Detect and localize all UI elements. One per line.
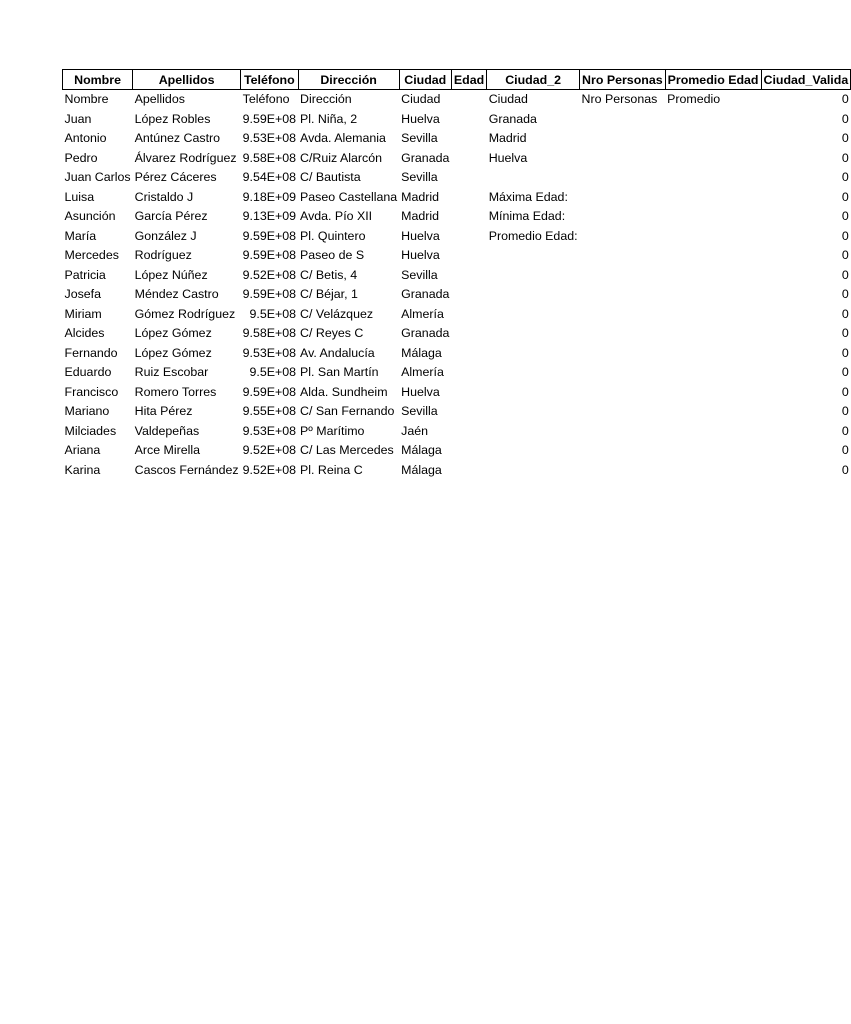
cell[interactable]: 9.18E+09 bbox=[242, 189, 297, 204]
cell[interactable] bbox=[580, 344, 666, 364]
cell[interactable]: Romero Torres bbox=[134, 384, 217, 399]
header-cell[interactable]: Nro Personas bbox=[580, 70, 666, 90]
cell[interactable]: Fernando bbox=[64, 345, 118, 360]
cell[interactable] bbox=[487, 246, 580, 266]
cell[interactable]: 9.53E+08 bbox=[242, 423, 297, 438]
table-row bbox=[63, 422, 851, 442]
cell[interactable] bbox=[451, 422, 486, 442]
cell[interactable] bbox=[487, 422, 580, 442]
cell[interactable]: 9.59E+08 bbox=[242, 111, 297, 126]
cell[interactable] bbox=[665, 441, 761, 461]
table-row bbox=[63, 402, 851, 422]
cell[interactable]: López Gómez bbox=[134, 345, 212, 360]
cell[interactable]: Josefa bbox=[64, 287, 102, 301]
cell[interactable]: Arce Mirella bbox=[134, 443, 201, 457]
cell[interactable]: Paseo de S bbox=[300, 248, 365, 262]
cell[interactable] bbox=[580, 363, 666, 383]
cell[interactable]: Huelva bbox=[401, 228, 440, 243]
header-cell[interactable]: Apellidos bbox=[133, 70, 241, 90]
cell[interactable] bbox=[487, 344, 580, 364]
cell[interactable]: 0 bbox=[841, 423, 849, 438]
cell[interactable] bbox=[451, 344, 486, 364]
cell[interactable]: Huelva bbox=[488, 150, 528, 165]
cell[interactable] bbox=[580, 188, 666, 208]
cell[interactable] bbox=[487, 402, 580, 422]
cell[interactable]: C/Ruiz Alarcón bbox=[300, 150, 382, 165]
cell[interactable]: Granada bbox=[401, 287, 450, 301]
cell[interactable] bbox=[451, 227, 486, 247]
cell[interactable] bbox=[487, 168, 580, 188]
cell[interactable]: Antonio bbox=[64, 131, 107, 145]
cell[interactable]: 0 bbox=[841, 443, 849, 457]
cell[interactable]: García Pérez bbox=[134, 209, 208, 223]
cell[interactable]: C/ Reyes C bbox=[300, 326, 364, 340]
table-row bbox=[63, 90, 851, 110]
cell[interactable]: Luisa bbox=[64, 189, 95, 204]
cell[interactable]: Granada bbox=[488, 111, 537, 126]
cell[interactable]: Mínima Edad: bbox=[488, 209, 566, 223]
cell[interactable]: Huelva bbox=[401, 111, 440, 126]
cell[interactable]: Cascos Fernández bbox=[134, 462, 239, 477]
cell[interactable]: 9.55E+08 bbox=[242, 404, 297, 418]
cell[interactable] bbox=[451, 383, 486, 403]
cell[interactable]: Ariana bbox=[64, 443, 101, 457]
cell[interactable]: 0 bbox=[841, 345, 849, 360]
cell[interactable] bbox=[451, 441, 486, 461]
cell[interactable]: 9.53E+08 bbox=[242, 131, 297, 145]
cell[interactable] bbox=[580, 129, 666, 149]
table-row bbox=[63, 168, 851, 188]
cell[interactable]: C/ San Fernando bbox=[300, 404, 395, 418]
cell[interactable]: 0 bbox=[841, 209, 849, 223]
cell[interactable]: 9.59E+08 bbox=[242, 248, 297, 262]
header-cell[interactable]: Ciudad_Valida bbox=[761, 70, 851, 90]
cell[interactable]: 9.58E+08 bbox=[242, 326, 297, 340]
cell[interactable] bbox=[580, 227, 666, 247]
cell[interactable] bbox=[665, 422, 761, 442]
cell[interactable] bbox=[451, 188, 486, 208]
cell[interactable]: Pl. Niña, 2 bbox=[300, 111, 358, 126]
header-cell[interactable]: Edad bbox=[451, 70, 486, 90]
cell[interactable]: 0 bbox=[841, 384, 849, 399]
cell[interactable]: Málaga bbox=[401, 345, 442, 360]
header-cell[interactable]: Teléfono bbox=[241, 70, 298, 90]
cell[interactable]: 0 bbox=[841, 92, 849, 106]
table-row bbox=[63, 383, 851, 403]
cell[interactable]: Promedio bbox=[667, 92, 721, 106]
table-row bbox=[63, 266, 851, 286]
spreadsheet bbox=[62, 69, 851, 480]
cell[interactable] bbox=[580, 168, 666, 188]
cell[interactable] bbox=[451, 129, 486, 149]
cell[interactable]: Promedio Edad: bbox=[488, 228, 578, 243]
cell[interactable]: Nro Personas bbox=[581, 92, 658, 106]
cell[interactable] bbox=[580, 266, 666, 286]
cell[interactable]: Pl. Reina C bbox=[300, 462, 363, 477]
cell[interactable]: Ciudad bbox=[401, 92, 441, 106]
cell[interactable]: Madrid bbox=[401, 209, 440, 223]
table-row bbox=[63, 227, 851, 247]
cell[interactable]: Paseo Castellana bbox=[300, 189, 398, 204]
table-row bbox=[63, 149, 851, 169]
cell[interactable]: 9.5E+08 bbox=[249, 365, 297, 379]
table-row bbox=[63, 324, 851, 344]
cell[interactable]: Almería bbox=[401, 306, 444, 321]
cell[interactable] bbox=[665, 324, 761, 344]
cell[interactable] bbox=[665, 363, 761, 383]
cell[interactable]: 9.52E+08 bbox=[242, 267, 297, 282]
cell[interactable] bbox=[580, 383, 666, 403]
cell[interactable]: Alcides bbox=[64, 326, 105, 340]
cell[interactable] bbox=[580, 246, 666, 266]
cell[interactable] bbox=[580, 441, 666, 461]
cell[interactable] bbox=[451, 285, 486, 305]
cell[interactable]: C/ Velázquez bbox=[300, 306, 374, 321]
cell[interactable] bbox=[665, 149, 761, 169]
cell[interactable]: Sevilla bbox=[401, 131, 438, 145]
cell[interactable] bbox=[665, 402, 761, 422]
cell[interactable] bbox=[665, 266, 761, 286]
cell[interactable] bbox=[665, 383, 761, 403]
cell[interactable]: Pedro bbox=[64, 150, 98, 165]
cell[interactable] bbox=[451, 324, 486, 344]
cell[interactable]: 9.52E+08 bbox=[242, 462, 297, 477]
table-row bbox=[63, 129, 851, 149]
cell[interactable] bbox=[451, 90, 486, 110]
cell[interactable]: Dirección bbox=[300, 92, 352, 106]
cell[interactable]: Eduardo bbox=[64, 365, 112, 379]
cell[interactable]: Avda. Pío XII bbox=[300, 209, 373, 223]
cell[interactable] bbox=[487, 441, 580, 461]
cell[interactable]: Máxima Edad: bbox=[488, 189, 568, 204]
cell[interactable]: Mariano bbox=[64, 404, 110, 418]
cell[interactable]: Francisco bbox=[64, 384, 119, 399]
cell[interactable]: Gómez Rodríguez bbox=[134, 306, 236, 321]
cell[interactable]: 9.54E+08 bbox=[242, 170, 297, 184]
header-cell[interactable]: Dirección bbox=[298, 70, 399, 90]
cell[interactable]: López Núñez bbox=[134, 267, 208, 282]
cell[interactable]: Milciades bbox=[64, 423, 117, 438]
cell[interactable] bbox=[451, 305, 486, 325]
cell[interactable]: 0 bbox=[841, 228, 849, 243]
cell[interactable]: 0 bbox=[841, 287, 849, 301]
cell[interactable]: 9.59E+08 bbox=[242, 287, 297, 301]
cell[interactable]: C/ Las Mercedes bbox=[300, 443, 394, 457]
cell[interactable] bbox=[665, 110, 761, 130]
cell[interactable] bbox=[487, 266, 580, 286]
cell[interactable]: Pl. Quintero bbox=[300, 228, 366, 243]
cell[interactable]: C/ Bautista bbox=[300, 170, 361, 184]
cell[interactable]: Av. Andalucía bbox=[300, 345, 375, 360]
header-cell[interactable]: Promedio Edad bbox=[665, 70, 761, 90]
table-row bbox=[63, 461, 851, 481]
cell[interactable] bbox=[580, 422, 666, 442]
cell[interactable]: González J bbox=[134, 228, 197, 243]
cell[interactable]: Álvarez Rodríguez bbox=[134, 150, 237, 165]
cell[interactable]: 0 bbox=[841, 170, 849, 184]
cell[interactable] bbox=[665, 129, 761, 149]
cell[interactable] bbox=[487, 285, 580, 305]
cell[interactable]: 9.5E+08 bbox=[249, 306, 297, 321]
table-row bbox=[63, 188, 851, 208]
cell[interactable]: 0 bbox=[841, 150, 849, 165]
cell[interactable]: 0 bbox=[841, 404, 849, 418]
data-table bbox=[62, 69, 851, 480]
cell[interactable]: Sevilla bbox=[401, 267, 438, 282]
table-row bbox=[63, 305, 851, 325]
cell[interactable]: Granada bbox=[401, 326, 450, 340]
cell[interactable]: Madrid bbox=[488, 131, 527, 145]
cell[interactable]: Apellidos bbox=[134, 92, 185, 106]
cell[interactable]: 0 bbox=[841, 267, 849, 282]
table-row bbox=[63, 363, 851, 383]
cell[interactable]: C/ Betis, 4 bbox=[300, 267, 358, 282]
cell[interactable]: Pl. San Martín bbox=[300, 365, 379, 379]
cell[interactable]: Avda. Alemania bbox=[300, 131, 386, 145]
cell[interactable]: Málaga bbox=[401, 443, 442, 457]
cell[interactable]: Málaga bbox=[401, 462, 442, 477]
cell[interactable] bbox=[451, 246, 486, 266]
cell[interactable]: Huelva bbox=[401, 384, 440, 399]
table-row bbox=[63, 207, 851, 227]
table-body bbox=[63, 90, 851, 481]
cell[interactable]: Pº Marítimo bbox=[300, 423, 365, 438]
cell[interactable] bbox=[451, 168, 486, 188]
cell[interactable]: Madrid bbox=[401, 189, 440, 204]
cell[interactable] bbox=[487, 324, 580, 344]
cell[interactable] bbox=[665, 168, 761, 188]
cell[interactable] bbox=[487, 305, 580, 325]
cell[interactable]: Alda. Sundheim bbox=[300, 384, 388, 399]
cell[interactable]: Mercedes bbox=[64, 248, 119, 262]
cell[interactable]: López Gómez bbox=[134, 326, 212, 340]
cell[interactable]: Karina bbox=[64, 462, 101, 477]
header-cell[interactable]: Ciudad bbox=[399, 70, 451, 90]
cell[interactable]: Rodríguez bbox=[134, 248, 192, 262]
cell[interactable] bbox=[487, 363, 580, 383]
cell[interactable] bbox=[451, 266, 486, 286]
cell[interactable] bbox=[580, 402, 666, 422]
cell[interactable]: 0 bbox=[841, 189, 849, 204]
cell[interactable]: Jaén bbox=[401, 423, 429, 438]
table-row bbox=[63, 285, 851, 305]
cell[interactable]: 0 bbox=[841, 306, 849, 321]
cell[interactable]: C/ Béjar, 1 bbox=[300, 287, 358, 301]
cell[interactable]: Nombre bbox=[64, 92, 109, 106]
cell[interactable]: Hita Pérez bbox=[134, 404, 193, 418]
cell[interactable] bbox=[580, 305, 666, 325]
cell[interactable]: Asunción bbox=[64, 209, 116, 223]
cell[interactable]: 0 bbox=[841, 111, 849, 126]
cell[interactable] bbox=[451, 207, 486, 227]
cell[interactable] bbox=[580, 285, 666, 305]
cell[interactable]: 0 bbox=[841, 326, 849, 340]
cell[interactable] bbox=[451, 402, 486, 422]
cell[interactable] bbox=[580, 461, 666, 481]
cell[interactable] bbox=[665, 344, 761, 364]
cell[interactable] bbox=[665, 246, 761, 266]
cell[interactable]: 9.59E+08 bbox=[242, 228, 297, 243]
cell[interactable]: Cristaldo J bbox=[134, 189, 194, 204]
cell[interactable] bbox=[580, 110, 666, 130]
cell[interactable]: Granada bbox=[401, 150, 450, 165]
cell[interactable]: Patricia bbox=[64, 267, 106, 282]
cell[interactable] bbox=[451, 110, 486, 130]
cell[interactable]: Ciudad bbox=[488, 92, 528, 106]
cell[interactable]: 0 bbox=[841, 365, 849, 379]
cell[interactable] bbox=[665, 227, 761, 247]
cell[interactable] bbox=[487, 461, 580, 481]
cell[interactable] bbox=[665, 285, 761, 305]
cell[interactable]: Juan bbox=[64, 111, 92, 126]
cell[interactable] bbox=[665, 188, 761, 208]
cell[interactable] bbox=[580, 324, 666, 344]
cell[interactable] bbox=[665, 207, 761, 227]
cell[interactable]: Sevilla bbox=[401, 170, 438, 184]
table-row bbox=[63, 246, 851, 266]
cell[interactable] bbox=[665, 305, 761, 325]
cell[interactable]: 9.53E+08 bbox=[242, 345, 297, 360]
cell[interactable]: Sevilla bbox=[401, 404, 438, 418]
cell[interactable]: Huelva bbox=[401, 248, 440, 262]
cell[interactable]: 9.59E+08 bbox=[242, 384, 297, 399]
header-row bbox=[63, 70, 851, 90]
cell[interactable] bbox=[451, 363, 486, 383]
table-row bbox=[63, 441, 851, 461]
table-row bbox=[63, 344, 851, 364]
cell[interactable]: 0 bbox=[841, 248, 849, 262]
cell[interactable]: Miriam bbox=[64, 306, 102, 321]
cell[interactable] bbox=[487, 383, 580, 403]
table-row bbox=[63, 110, 851, 130]
cell[interactable]: Antúnez Castro bbox=[134, 131, 221, 145]
cell[interactable]: Pérez Cáceres bbox=[134, 170, 217, 184]
cell[interactable] bbox=[451, 461, 486, 481]
cell[interactable]: Ruiz Escobar bbox=[134, 365, 209, 379]
cell[interactable] bbox=[580, 207, 666, 227]
cell[interactable] bbox=[451, 149, 486, 169]
cell[interactable]: 0 bbox=[841, 131, 849, 145]
cell[interactable]: López Robles bbox=[134, 111, 211, 126]
cell[interactable]: Valdepeñas bbox=[134, 423, 200, 438]
cell[interactable]: Méndez Castro bbox=[134, 287, 219, 301]
cell[interactable] bbox=[580, 149, 666, 169]
cell[interactable]: María bbox=[64, 228, 97, 243]
cell[interactable]: 9.13E+09 bbox=[242, 209, 297, 223]
cell[interactable]: 9.52E+08 bbox=[242, 443, 297, 457]
cell[interactable]: 0 bbox=[841, 462, 849, 477]
cell[interactable]: Juan Carlos bbox=[64, 170, 131, 184]
cell[interactable]: Teléfono bbox=[242, 92, 290, 106]
cell[interactable]: Almería bbox=[401, 365, 444, 379]
cell[interactable]: 9.58E+08 bbox=[242, 150, 297, 165]
header-cell[interactable]: Ciudad_2 bbox=[487, 70, 580, 90]
cell[interactable] bbox=[665, 461, 761, 481]
header-cell[interactable]: Nombre bbox=[63, 70, 133, 90]
